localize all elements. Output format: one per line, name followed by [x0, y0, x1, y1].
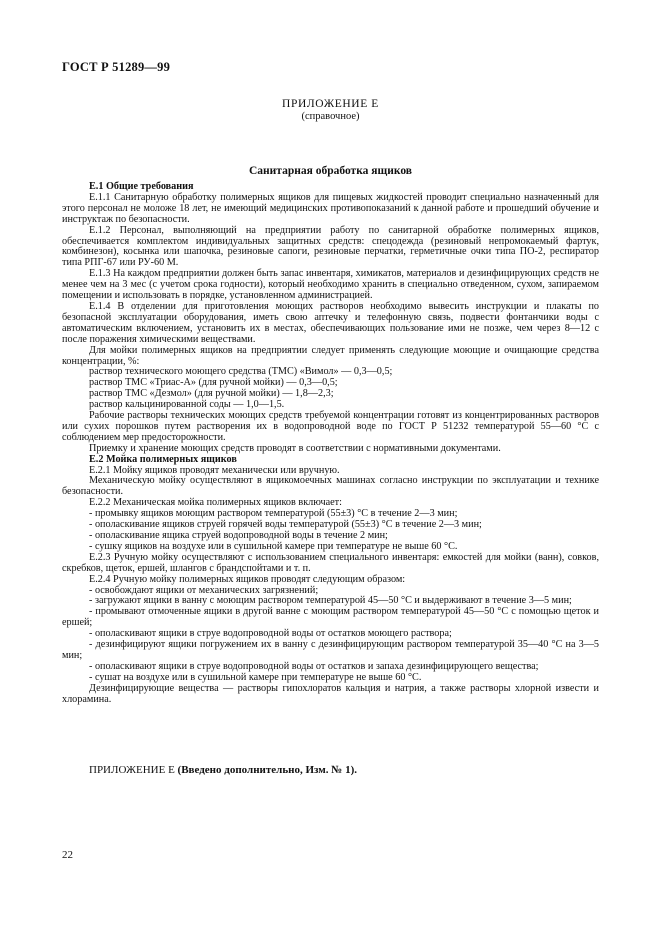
paragraph: Е.2.3 Ручную мойку осуществляют с использованием специального инвентаря: емкостей для мойки (ванн), совков, скребков, щеток, ершей, шлангов с брандспойтами и т. п.: [62, 551, 599, 574]
paragraph: Е.2.1 Мойку ящиков проводят механически или вручную.: [89, 464, 340, 476]
list-item: - дезинфицируют ящики погружением их в ванну с дезинфицирующим раствором температурой 35—40 °С на 3—5 мин;: [62, 639, 599, 661]
paragraph: Е.1.4 В отделении для приготовления моющих растворов необходимо вывесить инструкции и плакаты по безопасной эксплуатации оборудования, иметь свою аптечку и телефонную связь, подвести фонтанчики воды с автоматическим включением, установить их в местах, обеспечивающих пользование ими не позже, чем через 8—12 с после поражения химическими веществами.: [62, 300, 599, 345]
paragraph: Е.1.1 Санитарную обработку полимерных ящиков для пищевых жидкостей проводит специально назначенный для этого персонал не моложе 18 лет, не имеющий медицинских противопоказаний к данной работе и прошедший обучение и инструктаж по безопасности.: [62, 191, 599, 225]
appendix-title: ПРИЛОЖЕНИЕ Е: [282, 98, 379, 110]
list-item: - загружают ящики в ванну с моющим раствором температурой 45—50 °С и выдерживают в течение 3—5 мин;: [89, 595, 572, 607]
list-item: - ополаскивают ящики в струе водопроводной воды от остатков и запаха дезинфицирующего вещества;: [89, 660, 539, 672]
paragraph: Рабочие растворы технических моющих средств требуемой концентрации готовят из концентрированных растворов или сухих порошков путем растворения их в водопроводной воде по ГОСТ Р 51232 температурой 55—60 °С с соблюдением мер предосторожности.: [62, 410, 599, 443]
paragraph: раствор технического моющего средства (ТМС) «Вимол» — 0,3—0,5;: [89, 366, 393, 378]
paragraph: Для мойки полимерных ящиков на предприятии следует применять следующие моющие и очищающие средства концентрации, %:: [62, 344, 599, 367]
paragraph: раствор кальцинированной соды — 1,0—1,5.: [89, 399, 285, 411]
standard-header: ГОСТ Р 51289—99: [62, 60, 171, 74]
paragraph: Механическую мойку осуществляют в ящикомоечных машинах согласно инструкции по эксплуатации и технике безопасности.: [62, 475, 599, 498]
paragraph: Дезинфицирующие вещества — растворы гипохлоратов кальция и натрия, а также растворы хлорной извести и хлорамина.: [62, 682, 599, 705]
section-title: Санитарная обработка ящиков: [249, 165, 412, 177]
paragraph: Приемку и хранение моющих средств проводят в соответствии с нормативными документами.: [89, 442, 501, 454]
paragraph: раствор ТМС «Триас-А» (для ручной мойки) — 0,3—0,5;: [89, 377, 338, 389]
list-item: - сушку ящиков на воздухе или в сушильной камере при температуре не выше 60 °С.: [89, 540, 458, 552]
paragraph: раствор ТМС «Дезмол» (для ручной мойки) — 1,8—2,3;: [89, 388, 334, 400]
appendix-subtitle: (справочное): [301, 111, 360, 122]
page-number: 22: [62, 849, 73, 861]
paragraph: Е.1.2 Персонал, выполняющий на предприятии работу по санитарной обработке полимерных ящиков, обеспечивается комплектом индивидуальных защитных средств: спецодежда (резиновый непромокаемый фартук, комбинезон), косынка или шапочка, резиновые сапоги, резиновые перчатки, герметичные очки типа ПО-2, респиратор типа РПГ-67 или РУ-60 М.: [62, 224, 599, 269]
list-item: - сушат на воздухе или в сушильной камере при температуре не выше 60 °С.: [89, 671, 422, 683]
list-item: - ополаскивание ящиков струей горячей воды температурой (55±3) °С в течение 2—3 мин;: [89, 519, 482, 531]
closing-amendment: (Введено дополнительно, Изм. № 1).: [177, 764, 358, 776]
list-item: - ополаскивают ящики в струе водопроводной воды от остатков моющего раствора;: [89, 628, 452, 640]
document-body: [62, 182, 599, 706]
paragraph: Е.1.3 На каждом предприятии должен быть запас инвентаря, химикатов, материалов и дезинфицирующих средств не менее чем на 3 мес (с учетом срока годности), который необходимо хранить в специально отведенном, сухом, запираемом помещении и использовать в порядке, установленном администрацией.: [62, 268, 599, 302]
paragraph: Е.2.2 Механическая мойка полимерных ящиков включает:: [89, 497, 342, 509]
closing-note: [89, 764, 357, 776]
list-item: - ополаскивание ящика струей водопроводной воды в течение 2 мин;: [89, 530, 388, 541]
list-item: - промывку ящиков моющим раствором температурой (55±3) °С в течение 2—3 мин;: [89, 508, 458, 520]
paragraph: Е.2.4 Ручную мойку полимерных ящиков проводят следующим образом:: [89, 573, 406, 585]
section-heading: Е.1 Общие требования: [89, 181, 194, 192]
list-item: - освобождают ящики от механических загрязнений;: [89, 584, 319, 596]
list-item: - промывают отмоченные ящики в другой ванне с моющим раствором температурой 45—50 °С с помощью щеток и ершей;: [62, 606, 599, 629]
section-heading: Е.2 Мойка полимерных ящиков: [89, 453, 237, 465]
closing-label: ПРИЛОЖЕНИЕ Е: [89, 764, 175, 776]
